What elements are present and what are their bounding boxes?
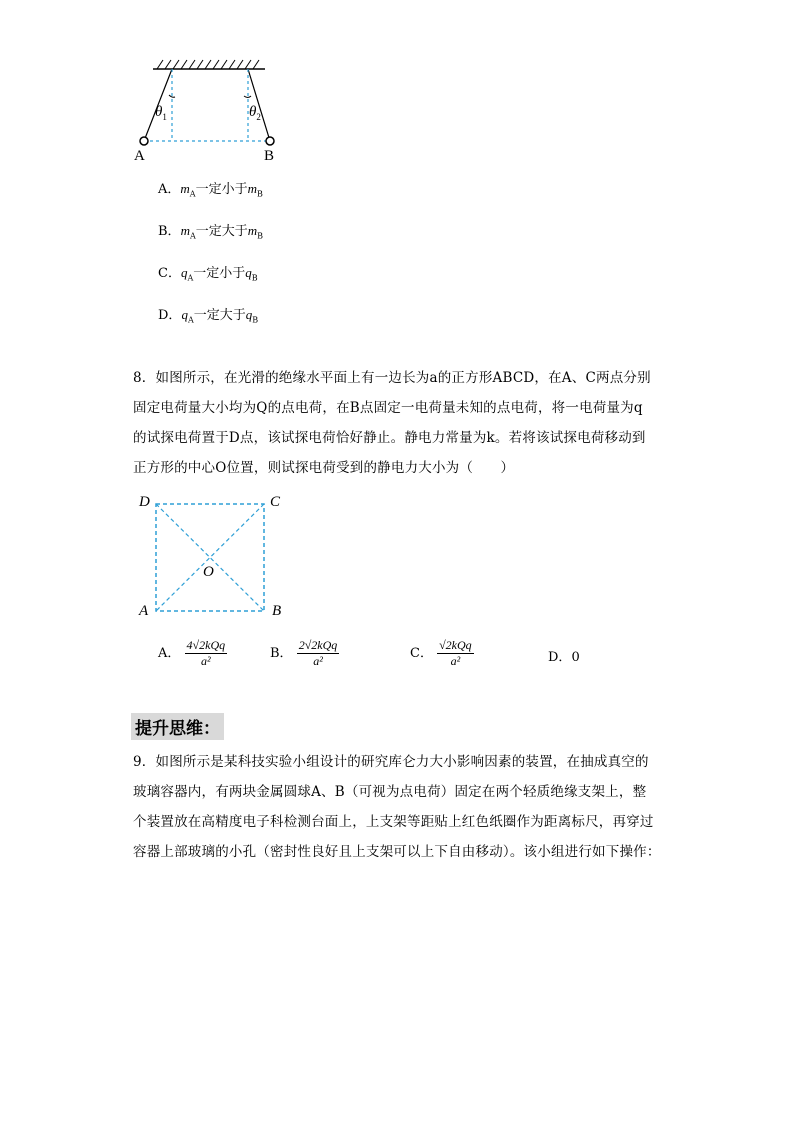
square-label-a: A — [139, 603, 149, 619]
q9-line: 个装置放在高精度电子科检测台面上，上支架等距贴上红色纸圈作为距离标尺，再穿过 — [133, 814, 654, 830]
q7-option-d[interactable]: D．$q_A$一定大于$q_B$ — [158, 307, 259, 325]
section-title: 提升思维： — [131, 713, 224, 740]
square-label-b: B — [272, 603, 282, 619]
q8-line: 8．如图所示，在光滑的绝缘水平面上有一边长为a的正方形ABCD，在A、C两点分别 — [133, 370, 651, 386]
q9-line: 玻璃容器内，有两块金属圆球A、B（可视为点电荷）固定在两个轻质绝缘支架上，整 — [133, 784, 647, 800]
q8-question-text — [133, 363, 651, 483]
q8-option-c[interactable]: C． $\frac{\text{√2kQq}}{\text{a²}}$ — [410, 638, 472, 668]
q8-line: 的试探电荷置于D点，该试探电荷恰好静止。静电力常量为k。若将该试探电荷移动到 — [133, 430, 646, 446]
theta1-label: $\theta_1$ — [155, 104, 167, 122]
q8-option-b[interactable]: B． $\frac{\text{2√2kQq}}{\text{a²}}$ — [270, 638, 338, 668]
q7-option-b[interactable]: B．$m_A$一定大于$m_B$ — [158, 223, 264, 241]
q8-option-a[interactable]: A． $\frac{\text{4√2kQq}}{\text{a²}}$ — [158, 638, 226, 668]
q8-line: 正方形的中心O位置，则试探电荷受到的静电力大小为（ ） — [133, 460, 515, 476]
square-figure — [150, 498, 275, 618]
square-label-c: C — [270, 494, 281, 510]
q9-question-text — [133, 747, 661, 867]
q8-line: 固定电荷量大小均为Q的点电荷，在B点固定一电荷量未知的点电荷，将一电荷量为q — [133, 400, 643, 416]
q7-option-a[interactable]: A．$m_A$一定小于$m_B$ — [158, 181, 263, 199]
q9-line: 9．如图所示是某科技实验小组设计的研究库仑力大小影响因素的装置，在抽成真空的 — [133, 754, 649, 770]
q7-option-c[interactable]: C．$q_A$一定小于$q_B$ — [158, 265, 258, 283]
q8-option-d[interactable]: D．0 — [548, 650, 580, 665]
theta2-label: $\theta_2$ — [249, 104, 261, 122]
figure-label-a: A — [134, 148, 145, 164]
figure-label-b: B — [264, 148, 275, 164]
square-label-o: O — [203, 564, 214, 580]
q9-line: 容器上部玻璃的小孔（密封性良好且上支架可以上下自由移动）。该小组进行如下操作： — [133, 844, 661, 860]
square-label-d: D — [139, 494, 150, 510]
